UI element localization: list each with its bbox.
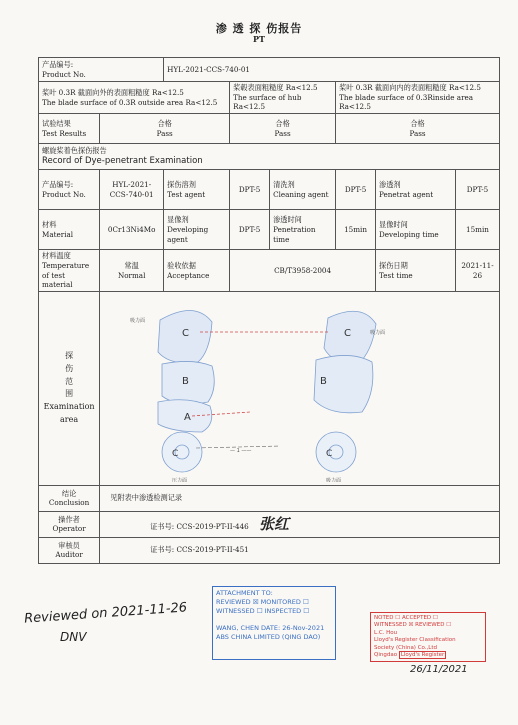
right-label-b: B [320, 376, 328, 388]
results-label: 试验结果 Test Results [39, 114, 100, 144]
record-heading: 螺旋桨着色探伤报告 Record of Dye-penetrant Examination [39, 144, 500, 170]
right-hub-label-c: C [326, 449, 333, 460]
lr-stamp: NOTED ☐ ACCEPTED ☐ WITNESSED ☒ REVIEWED ☐ L.C. Hou Lloyd's Register Classification Society (China) Co.,Ltd Qingdao Lloyd's Register [370, 612, 486, 662]
row3-acc-label: 验收依据 Acceptance [164, 250, 230, 292]
left-label-a: A [184, 412, 192, 424]
report-table [38, 57, 500, 564]
right-small-label: 吸力面 [370, 330, 386, 337]
conclusion-label: 结论 Conclusion [39, 485, 100, 511]
left-hub [162, 432, 202, 472]
row3-temp-label: 材料温度 Temperature of test material [39, 250, 100, 292]
auditor-value: 证书号: CCS-2019-PT-II-451 [100, 537, 500, 563]
row1-test-label: 探伤溶剂 Test agent [164, 170, 230, 210]
roughness-inside: 桨叶 0.3R 截面向内的表面粗糙度 Ra<12.5 The blade surface of 0.3Rinside area Ra<12.5 [336, 82, 500, 114]
row3-temp-value: 常温 Normal [100, 250, 164, 292]
roughness-outside: 桨叶 0.3R 截面向外的表面粗糙度 Ra<12.5 The blade surface of 0.3R outside area Ra<12.5 [39, 82, 230, 114]
right-hub [316, 432, 356, 472]
row1-clean-label: 清洗剂 Cleaning agent [270, 170, 336, 210]
roughness-hub: 桨毂表面粗糙度 Ra<12.5 The surface of hub Ra<12.5 [230, 82, 336, 114]
row1-pen-value: DPT-5 [455, 170, 499, 210]
row3-acc-value: CB/T3958-2004 [230, 250, 376, 292]
product-label: 产品编号: Product No. [39, 58, 164, 82]
row1-clean-value: DPT-5 [336, 170, 376, 210]
left-hub-label-c: C [172, 449, 179, 460]
row2-dtime-value: 15min [455, 210, 499, 250]
operator-label: 操作者 Operator [39, 511, 100, 537]
right-bottom-label: 吸力面 [326, 478, 342, 483]
row1-test-value: DPT-5 [230, 170, 270, 210]
left-label-c: C [182, 328, 190, 340]
conclusion-value: 见附表中渗透检测记录 [100, 485, 500, 511]
result-hub: 合格 Pass [230, 114, 336, 144]
row3-date-value: 2021-11-26 [455, 250, 499, 292]
auditor-label: 审核员 Auditor [39, 537, 100, 563]
row1-product-label: 产品编号: Product No. [39, 170, 100, 210]
left-small-label: 吸力面 [130, 318, 146, 325]
operator-value: 证书号: CCS-2019-PT-II-446 张红 [100, 511, 500, 537]
row1-pen-label: 渗透剂 Penetrat agent [376, 170, 456, 210]
exam-area-diagram [100, 292, 500, 486]
row1-product-value: HYL-2021-CCS-740-01 [100, 170, 164, 210]
handwritten-reviewed: Reviewed on 2021-11-26 [23, 600, 188, 627]
exam-area-label: 探 伤 范 围 Examination area [39, 292, 100, 486]
operator-signature: 张红 [259, 515, 290, 534]
right-label-c: C [344, 328, 352, 340]
propeller-diagram [100, 292, 498, 482]
abs-stamp: ATTACHMENT TO: REVIEWED ☒ MONITORED ☐ WITNESSED ☐ INSPECTED ☐ WANG, CHEN DATE: 26-Nov-2021 ABS CHINA LIMITED (QING DAO) [212, 586, 336, 660]
result-inside: 合格 Pass [336, 114, 500, 144]
left-bottom-label: 压力面 [172, 478, 188, 483]
row2-dev-value: DPT-5 [230, 210, 270, 250]
lr-date-signature: 26/11/2021 [410, 664, 468, 675]
row3-date-label: 探伤日期 Test time [376, 250, 456, 292]
row2-dtime-label: 显像时间 Developing time [376, 210, 456, 250]
row2-ptime-label: 渗透时间 Penetration time [270, 210, 336, 250]
row2-material-label: 材料 Material [39, 210, 100, 250]
row2-dev-label: 显像剂 Developing agent [164, 210, 230, 250]
row2-ptime-value: 15min [336, 210, 376, 250]
product-value: HYL-2021-CCS-740-01 [164, 58, 500, 82]
report-title: 渗 透 探 伤报告 [215, 22, 303, 35]
result-outside: 合格 Pass [100, 114, 230, 144]
handwritten-dnv: DNV [60, 630, 87, 644]
mid-label: — 1 —— [230, 448, 252, 455]
row2-material-value: 0Cr13Ni4Mo [100, 210, 164, 250]
left-label-b: B [182, 376, 190, 388]
report-subtitle: PT [253, 34, 265, 44]
